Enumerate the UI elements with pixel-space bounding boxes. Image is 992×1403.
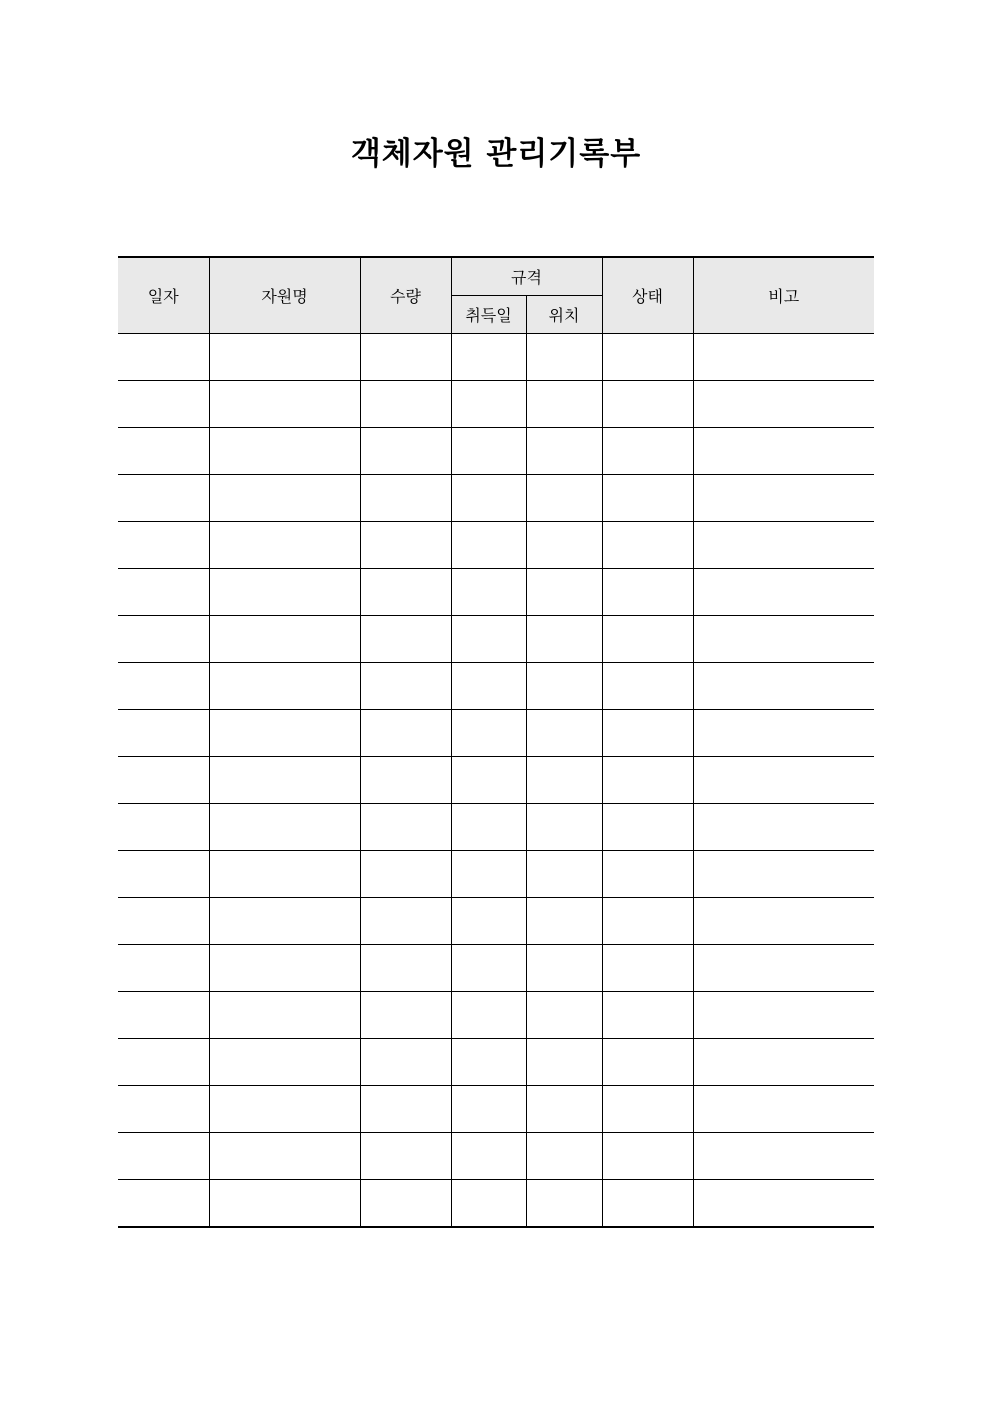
date-cell[interactable] <box>118 757 209 804</box>
table-row <box>118 757 874 804</box>
acquisition-date-cell[interactable] <box>451 1039 526 1086</box>
remarks-cell[interactable] <box>693 428 874 475</box>
header-spec: 규격 <box>451 257 602 296</box>
acquisition-date-cell[interactable] <box>451 475 526 522</box>
remarks-cell[interactable] <box>693 992 874 1039</box>
header-remarks: 비고 <box>693 257 874 334</box>
table-row <box>118 851 874 898</box>
location-cell[interactable] <box>526 381 602 428</box>
location-cell[interactable] <box>526 569 602 616</box>
table-row <box>118 898 874 945</box>
quantity-cell[interactable] <box>360 381 451 428</box>
status-cell[interactable] <box>602 1180 693 1228</box>
remarks-cell[interactable] <box>693 475 874 522</box>
acquisition-date-cell[interactable] <box>451 804 526 851</box>
quantity-cell[interactable] <box>360 334 451 381</box>
resource-name-cell[interactable] <box>209 1180 360 1228</box>
location-cell[interactable] <box>526 804 602 851</box>
status-cell[interactable] <box>602 334 693 381</box>
resource-management-table <box>118 256 874 1228</box>
remarks-cell[interactable] <box>693 1180 874 1228</box>
table-row <box>118 1133 874 1180</box>
remarks-cell[interactable] <box>693 663 874 710</box>
acquisition-date-cell[interactable] <box>451 1180 526 1228</box>
status-cell[interactable] <box>602 428 693 475</box>
table-row <box>118 1086 874 1133</box>
acquisition-date-cell[interactable] <box>451 1086 526 1133</box>
status-cell[interactable] <box>602 898 693 945</box>
acquisition-date-cell[interactable] <box>451 945 526 992</box>
resource-name-cell[interactable] <box>209 334 360 381</box>
location-cell[interactable] <box>526 1039 602 1086</box>
location-cell[interactable] <box>526 475 602 522</box>
date-cell[interactable] <box>118 710 209 757</box>
quantity-cell[interactable] <box>360 757 451 804</box>
header-quantity: 수량 <box>360 257 451 334</box>
quantity-cell[interactable] <box>360 992 451 1039</box>
header-date: 일자 <box>118 257 209 334</box>
date-cell[interactable] <box>118 334 209 381</box>
location-cell[interactable] <box>526 710 602 757</box>
resource-name-cell[interactable] <box>209 569 360 616</box>
resource-name-cell[interactable] <box>209 1039 360 1086</box>
acquisition-date-cell[interactable] <box>451 381 526 428</box>
status-cell[interactable] <box>602 804 693 851</box>
location-cell[interactable] <box>526 851 602 898</box>
location-cell[interactable] <box>526 1133 602 1180</box>
quantity-cell[interactable] <box>360 616 451 663</box>
status-cell[interactable] <box>602 522 693 569</box>
date-cell[interactable] <box>118 1180 209 1228</box>
date-cell[interactable] <box>118 616 209 663</box>
acquisition-date-cell[interactable] <box>451 522 526 569</box>
quantity-cell[interactable] <box>360 851 451 898</box>
remarks-cell[interactable] <box>693 945 874 992</box>
remarks-cell[interactable] <box>693 1039 874 1086</box>
table-row <box>118 381 874 428</box>
acquisition-date-cell[interactable] <box>451 663 526 710</box>
acquisition-date-cell[interactable] <box>451 334 526 381</box>
acquisition-date-cell[interactable] <box>451 851 526 898</box>
location-cell[interactable] <box>526 522 602 569</box>
quantity-cell[interactable] <box>360 898 451 945</box>
quantity-cell[interactable] <box>360 569 451 616</box>
quantity-cell[interactable] <box>360 475 451 522</box>
status-cell[interactable] <box>602 475 693 522</box>
quantity-cell[interactable] <box>360 1180 451 1228</box>
date-cell[interactable] <box>118 851 209 898</box>
page-title: 객체자원 관리기록부 <box>350 136 642 172</box>
resource-name-cell[interactable] <box>209 898 360 945</box>
date-cell[interactable] <box>118 475 209 522</box>
acquisition-date-cell[interactable] <box>451 757 526 804</box>
quantity-cell[interactable] <box>360 1086 451 1133</box>
remarks-cell[interactable] <box>693 569 874 616</box>
status-cell[interactable] <box>602 992 693 1039</box>
date-cell[interactable] <box>118 522 209 569</box>
status-cell[interactable] <box>602 616 693 663</box>
resource-name-cell[interactable] <box>209 428 360 475</box>
status-cell[interactable] <box>602 1133 693 1180</box>
remarks-cell[interactable] <box>693 898 874 945</box>
date-cell[interactable] <box>118 569 209 616</box>
remarks-cell[interactable] <box>693 334 874 381</box>
acquisition-date-cell[interactable] <box>451 428 526 475</box>
remarks-cell[interactable] <box>693 1133 874 1180</box>
acquisition-date-cell[interactable] <box>451 616 526 663</box>
resource-name-cell[interactable] <box>209 945 360 992</box>
acquisition-date-cell[interactable] <box>451 992 526 1039</box>
remarks-cell[interactable] <box>693 381 874 428</box>
quantity-cell[interactable] <box>360 1133 451 1180</box>
date-cell[interactable] <box>118 663 209 710</box>
header-status: 상태 <box>602 257 693 334</box>
resource-name-cell[interactable] <box>209 757 360 804</box>
table-row <box>118 1039 874 1086</box>
resource-name-cell[interactable] <box>209 804 360 851</box>
date-cell[interactable] <box>118 945 209 992</box>
date-cell[interactable] <box>118 992 209 1039</box>
location-cell[interactable] <box>526 1180 602 1228</box>
resource-name-cell[interactable] <box>209 992 360 1039</box>
status-cell[interactable] <box>602 710 693 757</box>
location-cell[interactable] <box>526 1086 602 1133</box>
table-row <box>118 428 874 475</box>
table-row <box>118 804 874 851</box>
table-header <box>118 257 874 334</box>
status-cell[interactable] <box>602 663 693 710</box>
table-row <box>118 710 874 757</box>
table-row <box>118 475 874 522</box>
status-cell[interactable] <box>602 851 693 898</box>
status-cell[interactable] <box>602 1039 693 1086</box>
status-cell[interactable] <box>602 757 693 804</box>
resource-name-cell[interactable] <box>209 1133 360 1180</box>
date-cell[interactable] <box>118 1039 209 1086</box>
quantity-cell[interactable] <box>360 945 451 992</box>
quantity-cell[interactable] <box>360 522 451 569</box>
location-cell[interactable] <box>526 945 602 992</box>
status-cell[interactable] <box>602 1086 693 1133</box>
table-row <box>118 334 874 381</box>
location-cell[interactable] <box>526 898 602 945</box>
resource-name-cell[interactable] <box>209 381 360 428</box>
status-cell[interactable] <box>602 945 693 992</box>
status-cell[interactable] <box>602 381 693 428</box>
acquisition-date-cell[interactable] <box>451 898 526 945</box>
acquisition-date-cell[interactable] <box>451 569 526 616</box>
acquisition-date-cell[interactable] <box>451 710 526 757</box>
status-cell[interactable] <box>602 569 693 616</box>
remarks-cell[interactable] <box>693 757 874 804</box>
date-cell[interactable] <box>118 428 209 475</box>
resource-name-cell[interactable] <box>209 663 360 710</box>
remarks-cell[interactable] <box>693 616 874 663</box>
date-cell[interactable] <box>118 381 209 428</box>
date-cell[interactable] <box>118 1133 209 1180</box>
acquisition-date-cell[interactable] <box>451 1133 526 1180</box>
location-cell[interactable] <box>526 616 602 663</box>
resource-name-cell[interactable] <box>209 851 360 898</box>
resource-name-cell[interactable] <box>209 616 360 663</box>
table-row <box>118 945 874 992</box>
remarks-cell[interactable] <box>693 1086 874 1133</box>
table-row <box>118 616 874 663</box>
header-resource-name: 자원명 <box>209 257 360 334</box>
table-row <box>118 569 874 616</box>
date-cell[interactable] <box>118 804 209 851</box>
table-row <box>118 522 874 569</box>
quantity-cell[interactable] <box>360 428 451 475</box>
remarks-cell[interactable] <box>693 851 874 898</box>
remarks-cell[interactable] <box>693 710 874 757</box>
location-cell[interactable] <box>526 334 602 381</box>
resource-name-cell[interactable] <box>209 710 360 757</box>
date-cell[interactable] <box>118 898 209 945</box>
location-cell[interactable] <box>526 428 602 475</box>
quantity-cell[interactable] <box>360 710 451 757</box>
location-cell[interactable] <box>526 663 602 710</box>
table-row <box>118 1180 874 1228</box>
table-row <box>118 992 874 1039</box>
location-cell[interactable] <box>526 757 602 804</box>
table-body <box>118 334 874 1228</box>
resource-name-cell[interactable] <box>209 522 360 569</box>
date-cell[interactable] <box>118 1086 209 1133</box>
quantity-cell[interactable] <box>360 804 451 851</box>
remarks-cell[interactable] <box>693 522 874 569</box>
resource-name-cell[interactable] <box>209 475 360 522</box>
header-location: 위치 <box>526 296 602 334</box>
quantity-cell[interactable] <box>360 663 451 710</box>
header-acquisition-date: 취득일 <box>451 296 526 334</box>
table-row <box>118 663 874 710</box>
remarks-cell[interactable] <box>693 804 874 851</box>
resource-name-cell[interactable] <box>209 1086 360 1133</box>
quantity-cell[interactable] <box>360 1039 451 1086</box>
location-cell[interactable] <box>526 992 602 1039</box>
